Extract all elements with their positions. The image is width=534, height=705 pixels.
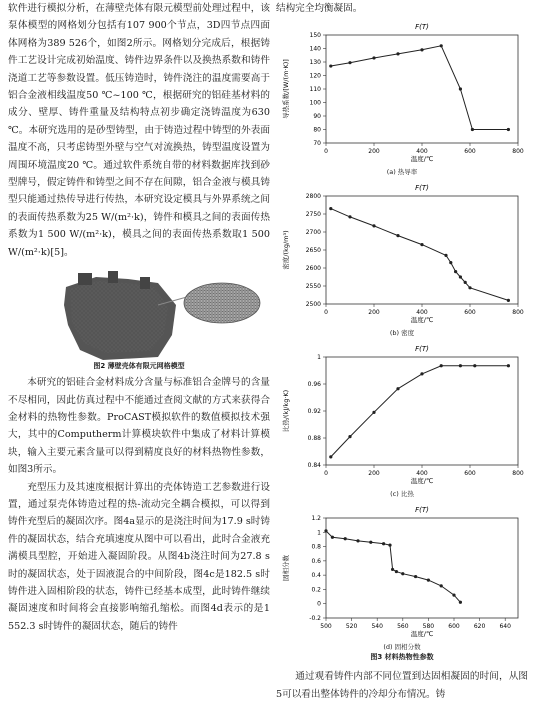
y-tick-label: 120 [309,72,321,80]
x-tick-label: 800 [512,148,524,156]
chart-b-svg [276,180,528,328]
chart-b-caption: (b) 密度 [389,329,415,338]
figure-3-caption: 图3 材料热物性参数 [370,653,434,662]
data-point [348,216,351,219]
y-tick-label: 140 [309,45,321,53]
data-point [356,540,359,543]
y-tick-label: 0.6 [311,558,321,566]
data-point [401,573,404,576]
x-tick-label: 640 [499,623,511,631]
chart-c-caption: (c) 比热 [390,490,414,499]
data-point [427,579,430,582]
paragraph-1: 软件进行模拟分析，在薄壁壳体有限元模型前处理过程中，该泵体模型的网格划分包括有107 900个节点，3D四节点四面体网格为389 526个，如图2所示。网格划分完成后，根据铸件工艺设计完成初始温度、铸件边界条件以及换热系数和铸件浇道工艺等参数设置。低压铸造时，铸件浇注的温度需要高于铝合金液相线温度50 ℃~100 ℃，根据研究的铝硅基材料的成分、壁厚、铸件重量及结构特点初步确定浇铸温度为630 ℃。本研究选用的是砂型铸型，由于铸造过程中铸型的外表面温度不高，只考虑铸型外壁与空气对流换热，铸型温度设置为周围环境温度20 ℃。通过软件系统自带的材料数据库找到砂型牌号，假定铸件和铸型之间不存在间隙，铝合金液与模具铸型只能通过热传导进行传热，本研究设定模具与外界系统之间的表面传热系数为25 W/(m²·k)，铸件和模具之间的表面传热系数为1 500 W/(m²·k)，模具之间的表面传热系数取1 500 W/(m²·k)[5]。 [8,3,270,258]
data-point [391,568,394,571]
chart-title: F(T) [415,23,429,32]
data-point [471,128,474,131]
right-bottom-text: 通过观看铸件内部不同位置到达固相凝固的时间，从图5可以看出整体铸件的冷却分布情况。铸 [276,671,528,700]
x-tick-label: 600 [464,309,476,317]
x-tick-label: 200 [368,148,380,156]
data-point [507,365,510,368]
y-tick-label: -0.2 [309,615,321,623]
x-tick-label: 200 [368,470,380,478]
y-tick-label: 130 [309,59,321,67]
y-tick-label: 0 [317,601,321,609]
x-tick-label: 600 [464,470,476,478]
chart-c [276,341,528,498]
data-point [348,435,351,438]
y-tick-label: 0.92 [307,408,321,416]
data-point [454,270,457,273]
y-tick-label: 0.2 [311,586,321,594]
paragraph-2: 本研究的铝硅合金材料成分含量与标准铝合金牌号的含量不尽相同，因此仿真过程中不能通过查阅文献的方式来获得合金材料的热物性参数。ProCAST模拟软件的数值模拟技术强大，其中的Computherm计算模块软件中集成了材料计算模块，输入主要元素含量可以得到精度良好的材料热物性参数，如图3所示。 [8,377,270,476]
data-point [464,281,467,284]
y-tick-label: 2800 [305,193,321,201]
x-axis-label: 温度/℃ [410,477,434,486]
data-point [372,57,375,60]
chart-d-svg [276,502,528,642]
x-tick-label: 800 [512,309,524,317]
series-line [331,366,509,457]
series-line [326,531,460,602]
x-tick-label: 800 [512,470,524,478]
y-tick-label: 80 [313,126,321,134]
data-point [329,456,332,459]
y-tick-label: 150 [309,32,321,40]
x-tick-label: 600 [448,623,460,631]
data-point [507,299,510,302]
data-point [348,61,351,64]
data-point [449,261,452,264]
data-point [459,88,462,91]
data-point [420,243,423,246]
y-tick-label: 0.96 [307,381,321,389]
data-point [444,254,447,257]
data-point [396,53,399,56]
x-tick-label: 400 [416,148,428,156]
plot-frame [326,518,518,618]
y-axis-label: 比热/(kJ/kg·K) [282,390,290,433]
y-axis-label: 密度/(kg/m³) [282,230,290,271]
data-point [331,536,334,539]
data-point [459,276,462,279]
data-point [344,538,347,541]
chart-d-caption: (d) 固相分数 [383,643,421,652]
x-tick-label: 400 [416,470,428,478]
y-tick-label: 2700 [305,229,321,237]
x-tick-label: 620 [473,623,486,631]
chart-a-caption: (a) 热导率 [386,168,418,177]
paragraph-3: 充型压力及其速度根据计算出的壳体铸造工艺参数进行设置，通过泵壳体铸造过程的热-流动完全耦合模拟，可以得到铸件充型后的凝固次序。图4a显示的是浇注时间为17.9 s时铸件的凝固状态，结合充填速度从图中可以看出，此时合金液充满模具型腔，开始进入凝固阶段。从图4b浇注时间为27.8 s时的凝固状态，处于固液混合的中间阶段，图4c是182.5 s时铸件进入固相阶段的状态，铸件已经基本成型，此时铸件继续凝固速度和时间将会直接影响缩孔缩松。而图4d表示的是1 552.3 s时铸件的凝固状态，随后的铸件 [8,481,270,632]
x-axis-label: 温度/℃ [410,316,434,325]
chart-title: F(T) [415,345,429,354]
right-top-text: 结构完全均衡凝固。 [276,3,363,14]
data-point [468,287,471,290]
series-line [331,46,509,130]
left-column [8,0,270,635]
x-tick-label: 0 [324,148,328,156]
x-tick-label: 540 [371,623,383,631]
figure-2 [8,265,270,365]
y-tick-label: 0.88 [307,435,321,443]
data-point [473,365,476,368]
figure-2-caption: 图2 薄壁壳体有限元网格模型 [93,362,185,371]
x-tick-label: 600 [464,148,476,156]
data-point [395,570,398,573]
data-point [459,365,462,368]
y-tick-label: 1 [317,354,321,362]
data-point [440,365,443,368]
x-tick-label: 560 [397,623,409,631]
data-point [452,594,455,597]
y-tick-label: 70 [313,140,321,148]
fem-mesh-image [8,265,270,365]
chart-b [276,180,528,337]
data-point [420,373,423,376]
data-point [329,65,332,68]
y-tick-label: 2650 [305,247,321,255]
data-point [329,207,332,210]
y-tick-label: 1.2 [311,515,321,523]
series-line [331,209,509,301]
data-point [382,543,385,546]
data-point [507,128,510,131]
y-tick-label: 2600 [305,265,321,273]
x-tick-label: 200 [368,309,380,317]
x-tick-label: 400 [416,309,428,317]
data-point [372,225,375,228]
x-tick-label: 580 [422,623,435,631]
chart-d [276,502,528,651]
y-tick-label: 100 [309,99,321,107]
x-axis-label: 温度/℃ [410,155,434,164]
y-tick-label: 110 [309,86,321,94]
y-tick-label: 1 [317,529,321,537]
y-tick-label: 0.4 [311,572,321,580]
plot-frame [326,196,518,304]
y-tick-label: 0.8 [311,543,321,551]
x-tick-label: 0 [324,470,328,478]
data-point [372,411,375,414]
data-point [414,575,417,578]
x-axis-label: 温度/℃ [410,630,434,639]
y-tick-label: 2550 [305,283,321,291]
x-tick-label: 520 [345,623,358,631]
x-tick-label: 0 [324,309,328,317]
data-point [324,530,327,533]
y-tick-label: 90 [313,113,321,121]
data-point [396,388,399,391]
chart-a [276,19,528,176]
data-point [440,45,443,48]
right-column [276,0,528,703]
y-tick-label: 2750 [305,211,321,219]
data-point [396,234,399,237]
chart-a-svg [276,19,528,167]
y-axis-label: 导热系数/[W/(m·K)] [282,59,290,120]
chart-c-svg [276,341,528,489]
chart-title: F(T) [415,506,429,515]
data-point [420,49,423,52]
chart-title: F(T) [415,184,429,193]
data-point [369,541,372,544]
data-point [459,601,462,604]
x-tick-label: 500 [320,623,332,631]
y-axis-label: 固相分数 [282,555,290,582]
data-point [388,544,391,547]
data-point [440,585,443,588]
y-tick-label: 0.84 [307,462,321,470]
y-tick-label: 2500 [305,301,321,309]
